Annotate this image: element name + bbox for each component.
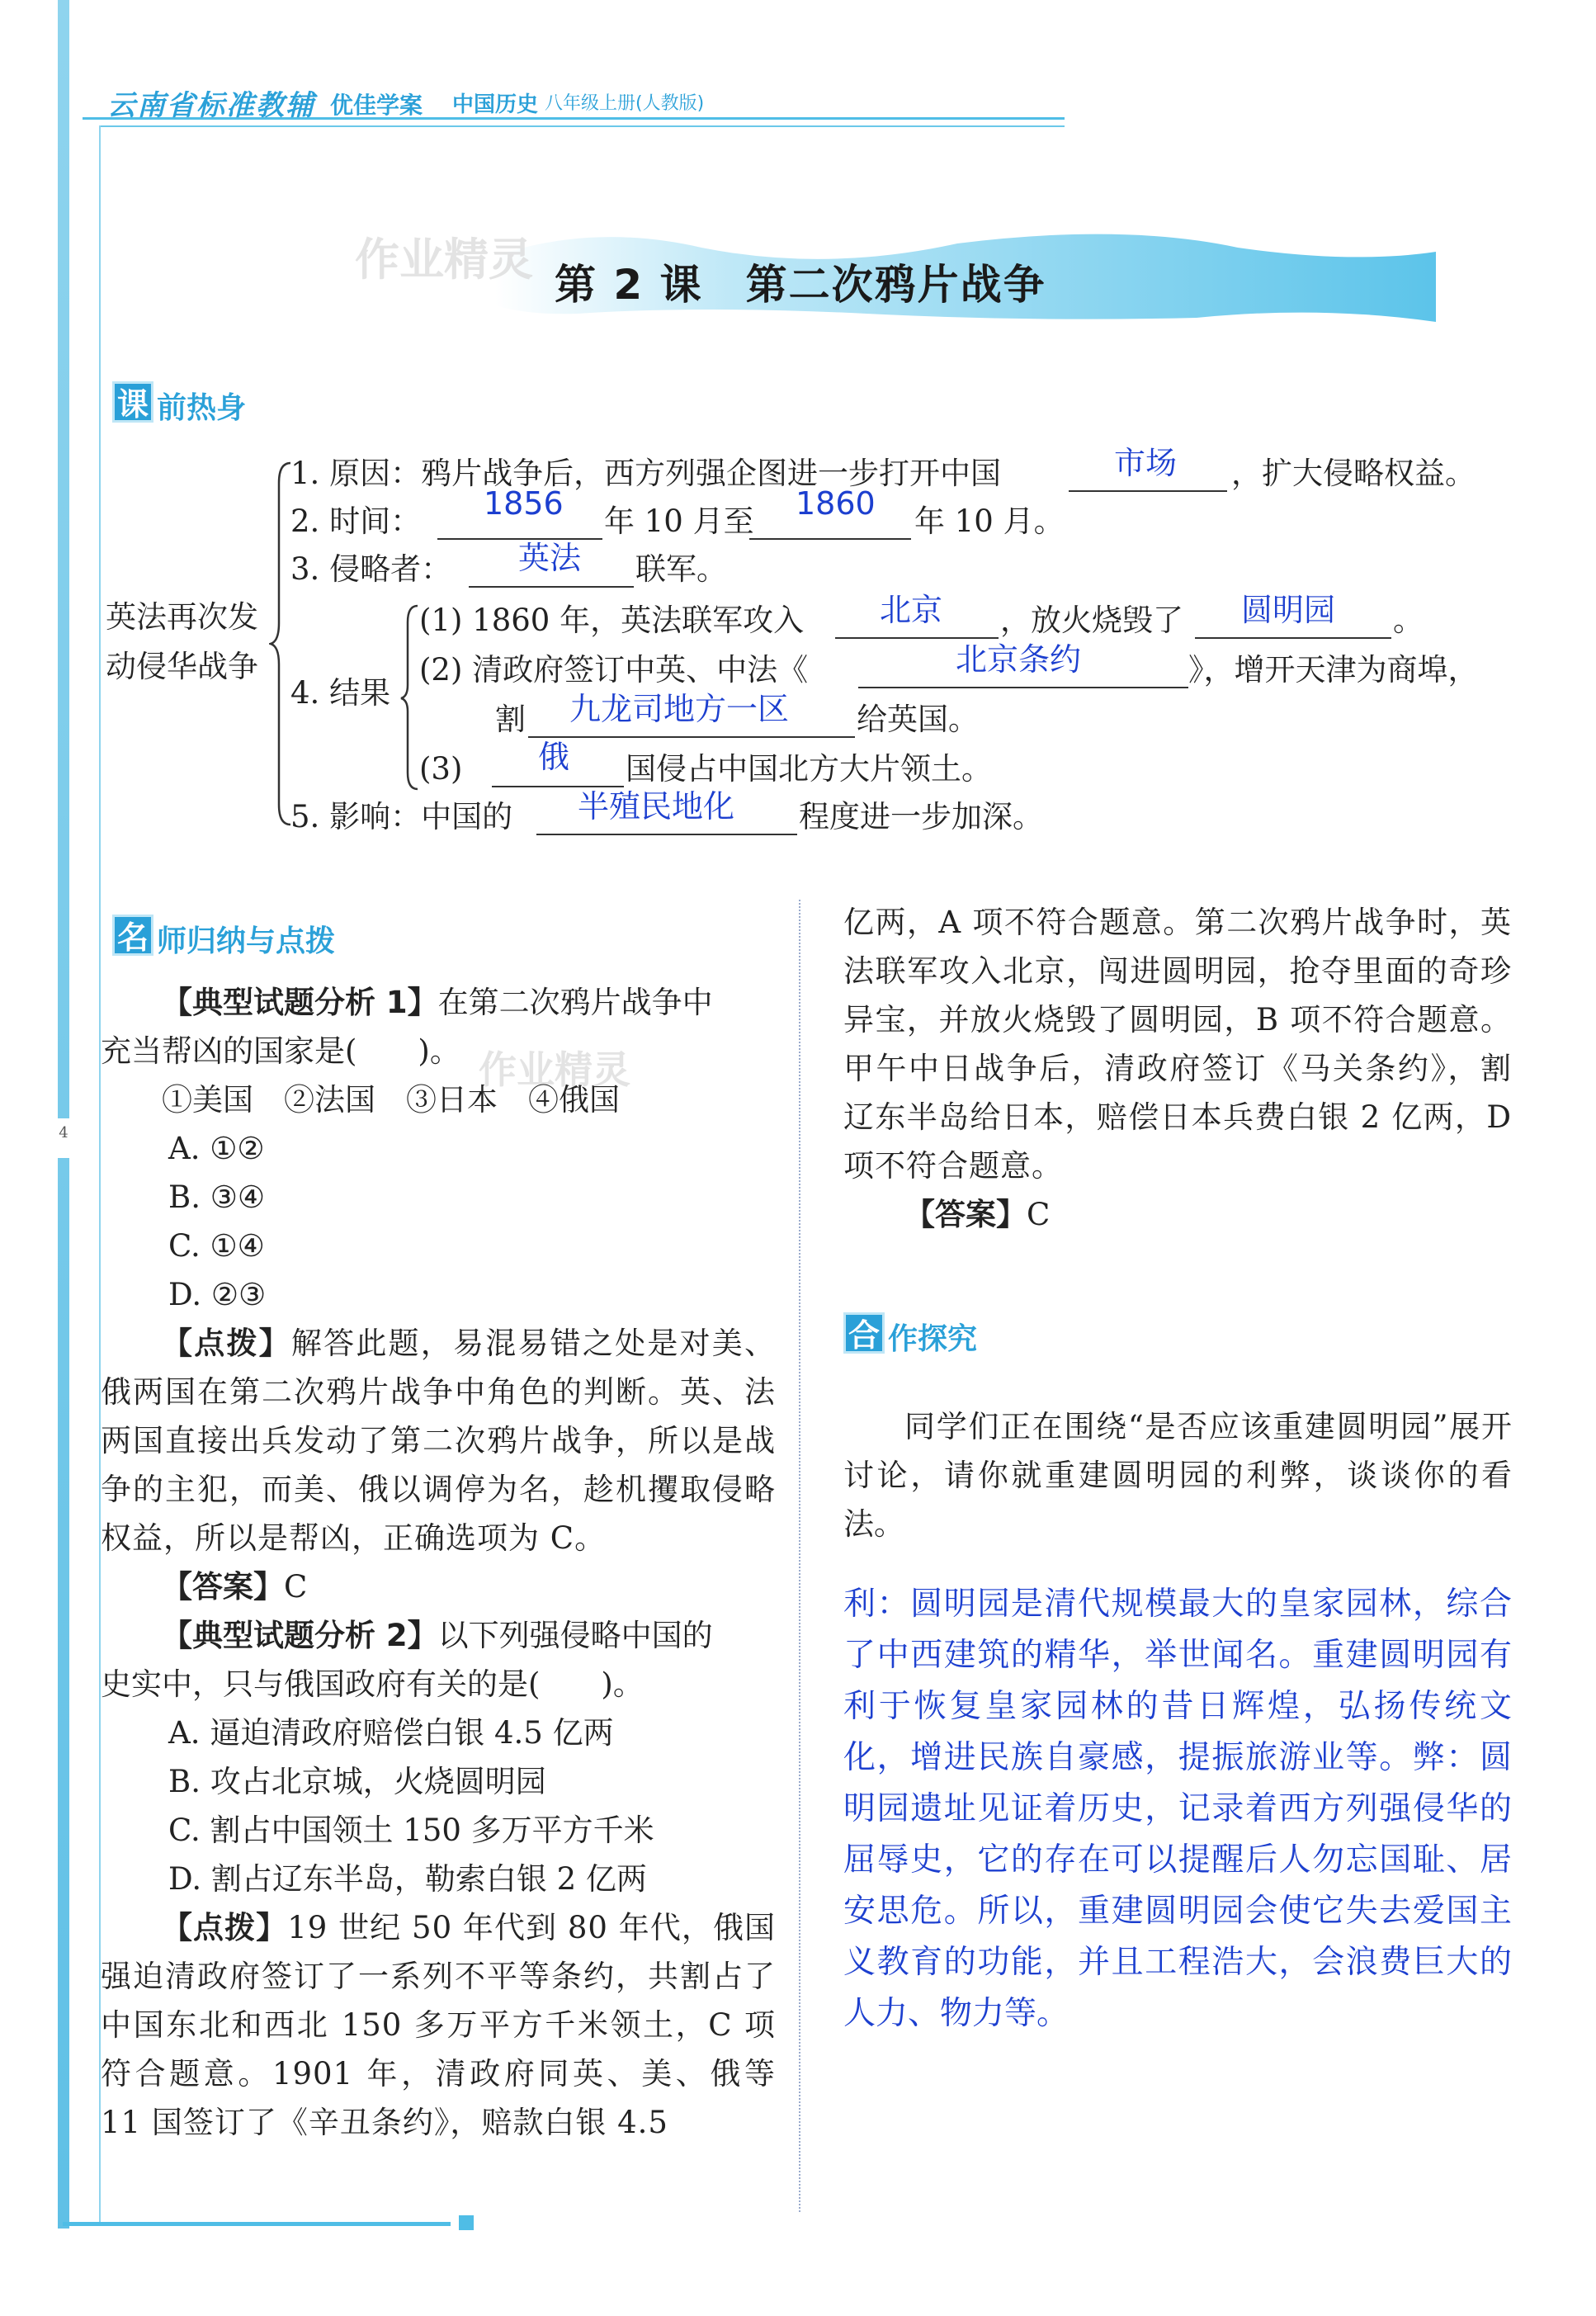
q2-tag: 【典型试题分析 2】 — [162, 1618, 438, 1653]
result1-answer1: 北京 — [880, 592, 943, 628]
item1-text: 1. 原因：鸦片战争后，西方列强企图进一步打开中国 — [290, 456, 1002, 491]
q1-answer-tag: 【答案】 — [162, 1569, 284, 1605]
result2-blank — [858, 687, 1188, 688]
item1-answer: 市场 — [1114, 445, 1178, 481]
item1-text-end: ，扩大侵略权益。 — [1231, 456, 1476, 491]
q2-option-c: C. 割占中国领土 150 多万平方千米 — [168, 1813, 654, 1848]
q1-text-1: 在第二次鸦片战争中 — [437, 985, 713, 1020]
q2-option-b: B. 攻占北京城，火烧圆明园 — [168, 1764, 546, 1799]
header-series: 云南省标准教辅 — [107, 89, 315, 122]
left-column — [101, 978, 776, 2147]
result1-text-mid: ，放火烧毁了 — [1000, 603, 1183, 638]
q1-tip: 解答此题，易混易错之处是对美、俄两国在第二次鸦片战争中角色的判断。英、法两国直接出兵发动了第二次鸦片战争，所以是战争的主犯，而美、俄以调停为名，趁机攫取侵略权益，所以是帮凶，正确选项为 C。 — [101, 1326, 777, 1556]
q2-answer: C — [1027, 1197, 1051, 1232]
item3-text-end: 联军。 — [635, 551, 727, 587]
q1-option-d: D. ②③ — [168, 1277, 267, 1312]
item2-text-mid: 年 10 月至 — [604, 503, 754, 539]
q2-option-a: A. 逼迫清政府赔偿白银 4.5 亿两 — [168, 1715, 614, 1751]
q1-option-b: B. ③④ — [168, 1179, 266, 1215]
section1-heading: 前热身 — [157, 391, 247, 425]
watermark-2: 作业精灵 — [479, 1047, 630, 1092]
q1-tag: 【典型试题分析 1】 — [162, 985, 438, 1020]
page-spine — [58, 0, 69, 2229]
watermark: 作业精灵 — [355, 234, 533, 286]
result2-text: (2) 清政府签订中英、中法《 — [419, 652, 809, 688]
q1-option-a: A. ①② — [168, 1131, 265, 1166]
q1-text-2: 充当帮凶的国家是( )。 — [101, 1033, 460, 1069]
q2-answer-tag: 【答案】 — [904, 1197, 1027, 1232]
q1-tip-tag: 【点拨】 — [162, 1326, 291, 1361]
page-title: 第 2 课 第二次鸦片战争 — [555, 261, 1046, 309]
section2-icon: 名 — [112, 915, 153, 956]
section3-icon: 合 — [843, 1312, 885, 1354]
result2-answer: 北京条约 — [956, 641, 1082, 678]
section3-heading: 作探究 — [888, 1322, 978, 1356]
item2-text-end: 年 10 月。 — [914, 503, 1065, 539]
item5-text-end: 程度进一步加深。 — [799, 799, 1043, 834]
result2b-text: 割 — [495, 702, 526, 737]
discussion-prompt: 同学们正在围绕“是否应该重建圆明园”展开讨论，请你就重建圆明园的利弊，谈谈你的看法。 — [843, 1409, 1512, 1542]
result3-text: (3) — [419, 751, 463, 787]
topic-label-2: 动侵华战争 — [106, 649, 258, 684]
result2-text-end: 》，增开天津为商埠， — [1188, 652, 1479, 688]
discussion-block — [843, 1372, 1512, 2072]
q1-option-c: C. ①④ — [168, 1228, 265, 1264]
q2-option-d: D. 割占辽东半岛，勒索白银 2 亿两 — [168, 1861, 647, 1897]
brace-results — [399, 603, 421, 792]
section2-heading: 师归纳与点拨 — [157, 924, 336, 958]
result3-text-end: 国侵占中国北方大片领土。 — [626, 751, 992, 787]
topic-label-1: 英法再次发 — [106, 599, 258, 635]
item3-answer: 英法 — [518, 540, 582, 576]
item5-answer: 半殖民地化 — [578, 788, 735, 825]
item4-label: 4. 结果 — [290, 675, 391, 711]
bottom-square — [459, 2215, 474, 2230]
item2-answer1: 1856 — [484, 485, 564, 522]
q2-tip-tag: 【点拨】 — [162, 1910, 288, 1945]
right-column — [843, 898, 1512, 1239]
result3-answer: 俄 — [538, 739, 570, 775]
result1-answer2: 圆明园 — [1241, 592, 1336, 628]
result2b-answer: 九龙司地方一区 — [569, 691, 790, 727]
column-divider — [799, 900, 800, 2212]
item5-blank — [536, 834, 797, 835]
q2-text-2: 史实中，只与俄国政府有关的是( )。 — [101, 1666, 644, 1702]
page-number: 4 — [59, 1124, 68, 1141]
item2-blank2 — [749, 538, 911, 540]
result2b-text-end: 给英国。 — [857, 702, 979, 737]
item3-text: 3. 侵略者： — [290, 551, 452, 587]
header-grade: 八年级上册(人教版) — [545, 93, 705, 114]
q2-tip-continued: 亿两，A 项不符合题意。第二次鸦片战争时，英法联军攻入北京，闯进圆明园，抢夺里面的奇珍异宝，并放火烧毁了圆明园，B 项不符合题意。甲午中日战争后，清政府签订《马关条约》，割辽东半岛给日本，赔偿日本兵费白银 2 亿两，D 项不符合题意。 — [843, 905, 1512, 1184]
item2-answer2: 1860 — [796, 485, 876, 522]
header-rule — [99, 125, 1065, 127]
q1-items: ①美国 ②法国 ③日本 ④俄国 — [162, 1082, 620, 1118]
discussion-answer: 利：圆明园是清代规模最大的皇家园林，综合了中西建筑的精华，举世闻名。重建圆明园有利于恢复皇家园林的昔日辉煌，弘扬传统文化，增进民族自豪感，提振旅游业等。弊：圆明园遗址见证着历史，记录着西方列强侵华的屈辱史，它的存在可以提醒后人勿忘国耻、居安思危。所以，重建圆明园会使它失去爱国主义教育的功能，并且工程浩大，会浪费巨大的人力、物力等。 — [843, 1586, 1512, 2032]
result1-blank2 — [1195, 637, 1391, 639]
q2-tip: 19 世纪 50 年代到 80 年代，俄国强迫清政府签订了一系列不平等条约，共割占了中国东北和西北 150 多万平方千米领土，C 项符合题意。1901 年，清政府同英、美、俄等 11 国签订了《辛丑条约》，赔款白银 4.5 — [101, 1910, 776, 2140]
item1-blank — [1069, 490, 1227, 492]
q1-answer: C — [284, 1569, 308, 1605]
result2b-blank — [528, 736, 855, 738]
q2-text-1: 以下列强侵略中国的 — [437, 1618, 713, 1653]
header-subtitle: 优佳学案 — [330, 92, 423, 119]
item3-blank — [469, 586, 634, 588]
item5-text: 5. 影响：中国的 — [290, 799, 513, 834]
result1-text: (1) 1860 年，英法联军攻入 — [419, 603, 805, 638]
header-subject: 中国历史 — [452, 92, 539, 117]
bottom-rule — [63, 2222, 451, 2226]
item2-text: 2. 时间： — [290, 503, 422, 539]
section1-icon: 课 — [112, 381, 153, 423]
result1-text-end: 。 — [1393, 603, 1424, 638]
